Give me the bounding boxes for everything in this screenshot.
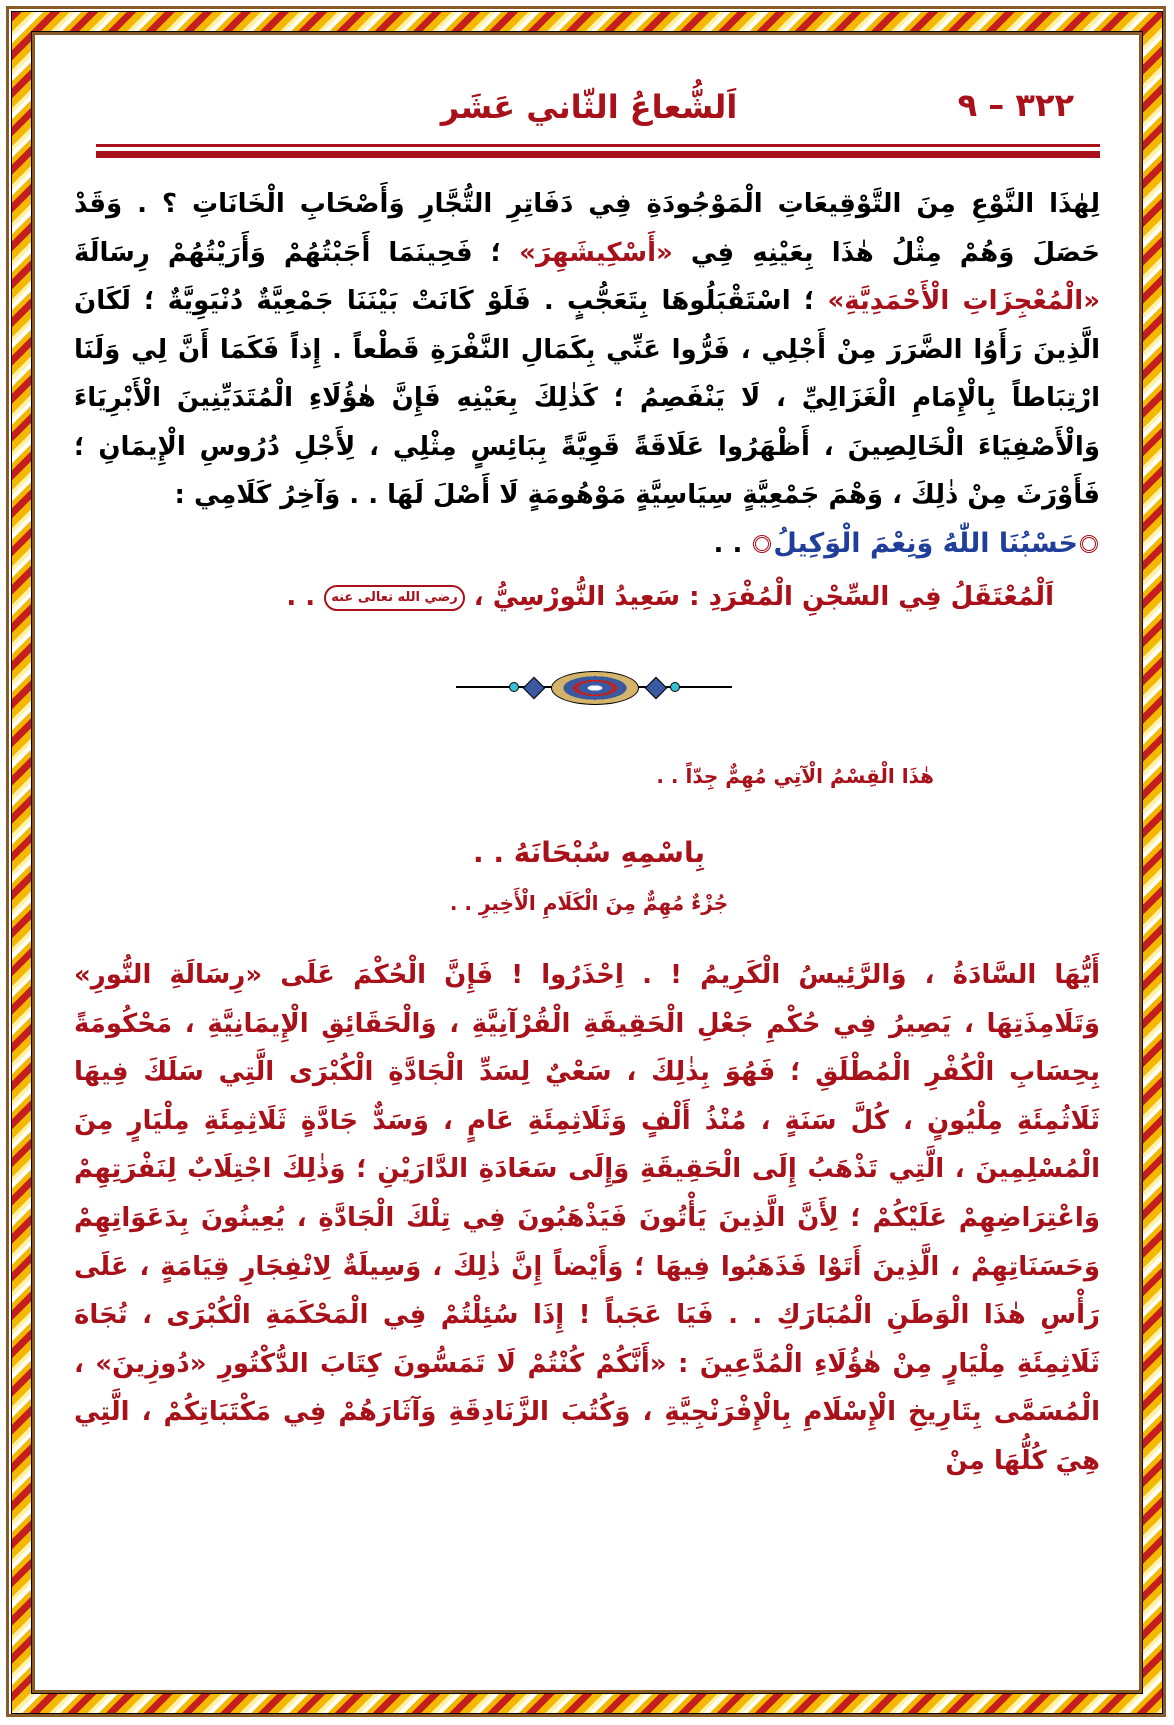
author-signature [64, 582, 1054, 612]
header-rule-thin [96, 144, 1100, 147]
body-text: ؛ فَحِينَمَا أَجَبْتُهُمْ وَأَرَيْتُهُمْ رِسَالَةَ [74, 237, 502, 268]
honorific-seal-icon: رضي الله تعالى عنه [324, 585, 465, 611]
divider-medallion-icon [551, 671, 639, 705]
verse-rosette-icon [1080, 535, 1098, 553]
divider-flourish-icon [645, 677, 668, 700]
body-text: مِثْلُ هٰذَا بِعَيْنِهِ فِي [690, 237, 942, 268]
page-header [64, 60, 1114, 130]
signature-trailing: . . [286, 582, 316, 612]
divider-flourish-icon [523, 677, 546, 700]
quranic-verse: حَسْبُنَا اللّٰهُ وَنِعْمَ الْوَكِيلُ [773, 527, 1078, 559]
section-subtitle: جُزْءٌ مُهِمٌّ مِنَ الْكَلَامِ الْأَخِيرِ . . [449, 891, 729, 915]
book-title-quote: «الْمُعْجِزَاتِ الْأَحْمَدِيَّةِ» [827, 286, 1100, 316]
section-note: هٰذَا الْقِسْمُ الْآتِي مُهِمٌّ جِدّاً . . [656, 764, 934, 788]
verse-rosette-icon [753, 535, 771, 553]
divider-flourish-icon [509, 682, 519, 692]
page-content [64, 60, 1114, 1486]
signature-text: اَلْمُعْتَقَلُ فِي السِّجْنِ الْمُفْرَدِ : سَعِيدُ النُّورْسِيُّ ، [473, 582, 1054, 612]
place-name-quote: «أَسْكِيشَهِرَ» [519, 237, 673, 268]
ornamental-divider [64, 666, 1114, 706]
bismillah-heading: بِاسْمِهِ سُبْحَانَهُ . . [473, 836, 705, 869]
body-paragraph-2: أَيُّهَا السَّادَةُ ، وَالرَّئِيسُ الْكَرِيمُ ! . اِحْذَرُوا ! فَإِنَّ الْحُكْمَ عَلَى «رِسَالَةِ النُّورِ» وَتَلَامِذَتِهَا ، يَصِيرُ فِي حُكْمِ جَعْلِ الْحَقِيقَةِ الْقُرْآنِيَّةِ ، وَالْحَقَائِقِ الْإِيمَانِيَّةِ ، مَحْكُومَةً بِحِسَابِ الْكُفْرِ الْمُطْلَقِ ؛ فَهُوَ بِذٰلِكَ ، سَعْيٌ لِسَدِّ الْجَادَّةِ الْكُبْرَى الَّتِي سَلَكَ فِيهَا ثَلَاثُمِئَةِ مِلْيُونٍ ، كُلَّ سَنَةٍ ، مُنْذُ أَلْفٍ وَثَلَاثِمِئَةِ عَامٍ ، وَسَدٌّ جَادَّةٍ ثَلَاثِمِئَةِ مِلْيَارٍ مِنَ الْمُسْلِمِينَ ، الَّتِي تَذْهَبُ إِلَى الْحَقِيقَةِ وَإِلَى سَعَادَةِ الدَّارَيْنِ ؛ وَذٰلِكَ اجْتِلَابٌ لِنَفْرَتِهِمْ وَاعْتِرَاضِهِمْ عَلَيْكُمْ ؛ لِأَنَّ الَّذِينَ يَأْتُونَ فَيَذْهَبُونَ فِي تِلْكَ الْجَادَّةِ ، يُعِينُونَ بِدَعَوَاتِهِمْ وَحَسَنَاتِهِمْ ، الَّذِينَ أَتَوْا فَذَهَبُوا فِيهَا ؛ وَأَيْضاً إِنَّ ذٰلِكَ ، وَسِيلَةٌ لِانْفِجَارِ قِيَامَةٍ ، عَلَى رَأْسِ هٰذَا الْوَطَنِ الْمُبَارَكِ . . فَيَا عَجَباً ! إِذَا سُئِلْتُمْ فِي الْمَحْكَمَةِ الْكُبْرَى ، تُجَاهَ ثَلَاثِمِئَةِ مِلْيَارٍ مِنْ هٰؤُلَاءِ الْمُدَّعِينَ : «أَنَّكُمْ كُنْتُمْ لَا تَمَسُّونَ كِتَابَ الدُّكْتُورِ «دُوزِينَ» ، الْمُسَمَّى بِتَارِيخِ الْإِسْلَامِ بِالْإِفْرَنْجِيَّةِ ، وَكُتُبَ الزَّنَادِقَةِ وَآثَارَهُمْ فِي مَكْتَبَاتِكُمْ ، الَّتِي هِيَ كُلُّهَا مِنْ [74, 960, 1100, 1476]
header-rule-thick [96, 151, 1100, 158]
body-text: ؛ اسْتَقْبَلُوهَا بِتَعَجُّبٍ . فَلَوْ كَانَتْ بَيْنَنَا جَمْعِيَّةٌ دُنْيَوِيَّةٌ ؛ لَكَانَ الَّذِينَ رَأَوُا الضَّرَرَ مِنْ أَجْلِي ، فَرُّوا عَنِّي بِكَمَالِ النَّفْرَةِ قَطْعاً . إِذاً فَكَمَا أَنَّ لِي وَلَنَا ارْتِبَاطاً بِالْإِمَامِ الْغَزَالِيِّ ، لَا يَنْفَصِمُ ؛ كَذٰلِكَ بِعَيْنِهِ فَإِنَّ هٰؤُلَاءِ الْمُتَدَيِّنِينَ الْأَبْرِيَاءَ وَالْأَصْفِيَاءَ الْخَالِصِينَ ، أَظْهَرُوا عَلَاقَةً قَوِيَّةً بِبَائِسٍ مِثْلِي ، لِأَجْلِ دُرُوسِ الْإِيمَانِ ؛ فَأَوْرَثَ مِنْ ذٰلِكَ ، وَهْمَ جَمْعِيَّةٍ سِيَاسِيَّةٍ مَوْهُومَةٍ لَا أَصْلَ لَهَا . . وَآخِرُ كَلَامِي : [74, 286, 1100, 510]
body-text: لِهٰذَا النَّوْعِ مِنَ التَّوْقِيعَاتِ الْمَوْجُودَةِ فِي دَفَاتِرِ التُّجَّارِ وَأَصْحَابِ الْخَانَاتِ ؟ . وَقَدْ حَصَلَ وَهُمْ [74, 189, 1101, 268]
divider-flourish-icon [670, 682, 680, 692]
body-paragraph-1 [74, 180, 1100, 568]
ellipsis: . . [713, 528, 743, 559]
page-number: ٣٢٢ – ٩ [957, 86, 1074, 124]
chapter-title: اَلشُّعاعُ الثّاني عَشَر [440, 88, 738, 126]
